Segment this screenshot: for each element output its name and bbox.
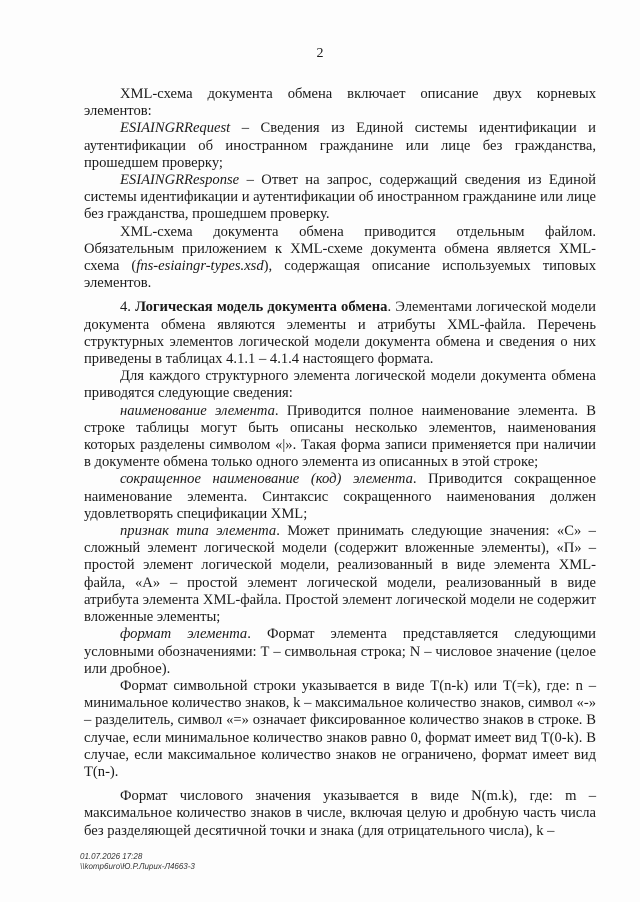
element-term: ESIAINGRResponse bbox=[120, 172, 240, 189]
footer-date: 01.07.2026 17:28 bbox=[80, 852, 143, 861]
paragraph-text: Формат символьной строки указывается в виде Т(n-k) или Т(=k), где: n – минимальное количество знаков, k – максимальное количество знаков, символ «-» – разделитель, символ «=» означает фиксированное количество знаков в строке. В случае, если минимальное количество знаков равно 0, формат имеет вид Т(0-k). В случае, если максимальное количество знаков не ограничено, формат имеет вид Т(n-). bbox=[84, 677, 596, 780]
paragraph-info-list bbox=[84, 368, 596, 402]
schema-filename: fns-esiaingr-types.xsd bbox=[136, 258, 264, 275]
paragraph-element-name bbox=[84, 403, 596, 472]
definition-term: наименование элемента bbox=[120, 402, 275, 419]
paragraph-text: – Ответ на запрос, содержащий сведения из Единой системы идентификации и аутентификации об иностранном гражданине или лице без гражданства, прошедшем проверку. bbox=[84, 172, 596, 223]
paragraph-text: – Сведения из Единой системы идентификации и аутентификации об иностранном гражданине или лице без гражданства, прошедшем проверку; bbox=[84, 120, 596, 171]
paragraph-text: . Может принимать следующие значения: «С» – сложный элемент логической модели (содержит вложенные элементы), «П» – простой элемент логической модели, реализованный в виде элемента XML-файла, «А» – простой элемент логической модели, реализованный в виде атрибута элемента XML-файла. Простой элемент логической модели не содержит вложенные элементы; bbox=[84, 523, 596, 626]
document-body bbox=[84, 86, 596, 840]
page-number: 2 bbox=[316, 46, 324, 61]
paragraph-text: . Приводится полное наименование элемента. В строке таблицы могут быть описаны несколько элементов, наименования которых разделены символом «|». Такая форма записи применяется при наличии в документе обмена только одного элемента из описанных в этой строке; bbox=[84, 402, 596, 471]
paragraph-response bbox=[84, 172, 596, 224]
definition-term: признак типа элемента bbox=[120, 523, 277, 540]
paragraph-text: Формат числового значения указывается в виде N(m.k), где: m – максимальное количество знаков в числе, включая целую и дробную часть числа без разделяющей десятичной точки и знака (для отрицательного числа), k – bbox=[84, 788, 596, 839]
definition-term: сокращенное наименование (код) элемента bbox=[120, 471, 413, 488]
section-4-paragraph bbox=[84, 299, 596, 368]
paragraph-text: . Приводится сокращенное наименование элемента. Синтаксис сокращенного наименования должен удовлетворять спецификации XML; bbox=[84, 471, 597, 522]
paragraph-text: Для каждого структурного элемента логической модели документа обмена приводятся следующие сведения: bbox=[84, 368, 596, 402]
paragraph-text: XML-схема документа обмена включает описание двух корневых элементов: bbox=[84, 86, 596, 120]
paragraph-string-format bbox=[84, 678, 596, 781]
section-heading: Логическая модель документа обмена bbox=[135, 299, 388, 316]
paragraph-text: XML-схема документа обмена приводится отдельным файлом. Обязательным приложением к XML-схеме документа обмена является XML-схема ( bbox=[84, 223, 596, 275]
paragraph-text: . Формат элемента представляется следующими условными обозначениями: Т – символьная строка; N – числовое значение (целое или дробное). bbox=[84, 626, 596, 677]
paragraph-element-format bbox=[84, 626, 596, 678]
page-footer bbox=[80, 852, 195, 872]
paragraph-text: . Элементами логической модели документа обмена являются элементы и атрибуты XML-файла. Перечень структурных элементов логической модели документа обмена и сведения о них приведены в таблицах 4.1.1 – 4.1.4 настоящего формата. bbox=[84, 299, 596, 368]
paragraph-text: ), содержащая описание используемых типовых элементов. bbox=[84, 258, 596, 292]
paragraph-number-format bbox=[84, 788, 596, 840]
paragraph-intro bbox=[84, 86, 596, 120]
section-number: 4. bbox=[120, 299, 136, 316]
definition-term: формат элемента bbox=[120, 626, 248, 643]
element-term: ESIAINGRRequest bbox=[120, 120, 231, 137]
paragraph-element-code bbox=[84, 471, 596, 523]
paragraph-request bbox=[84, 120, 596, 172]
paragraph-element-type bbox=[84, 523, 596, 626]
paragraph-schema bbox=[84, 224, 596, 293]
footer-file-path: \\komp6uro\Ю.Р.Лирих-Л4663-3 bbox=[80, 862, 195, 871]
